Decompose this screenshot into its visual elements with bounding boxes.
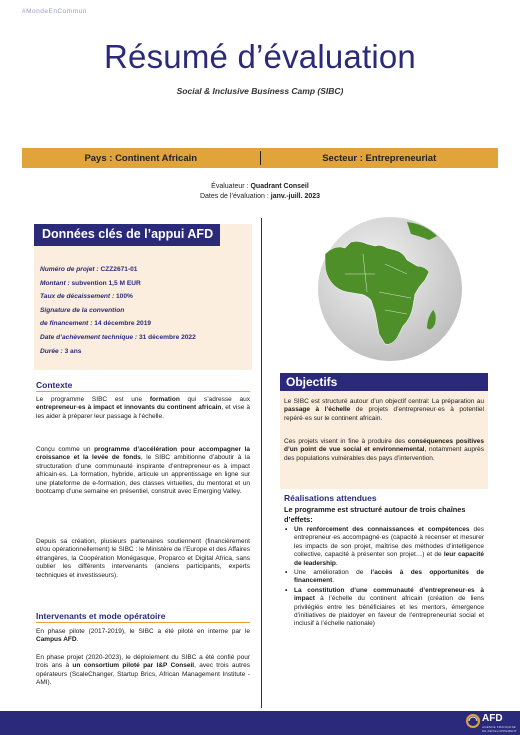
realisation-item-3: • La constitution d’une communauté d’entrepreneur·es à impact à l’échelle du continent africain (création de liens privilégiés entre les bénéficiaires et les mentors, émergence d’initiatives de plaidoyer en faveur de l’entrepreneuriat social et inclusif à l’échelle nationale) bbox=[284, 587, 484, 629]
key-item-label: Signature de la convention bbox=[40, 306, 125, 314]
realisations-intro: Le programme est structuré autour de trois chaînes d’effets: bbox=[284, 505, 466, 524]
intervenants-paragraph-2: En phase projet (2020-2023), le déploiement du SIBC a été confié pour trois ans à un consortium piloté par I&P Conseil, avec trois autres opérateurs (ScaleChanger, Startup Brics, African Management Institute - AMI). bbox=[36, 654, 250, 687]
key-item-signature bbox=[40, 304, 196, 318]
key-data-list bbox=[40, 263, 196, 358]
intervenants-paragraph-1: En phase pilote (2017-2019), le SIBC a été piloté en interne par le Campus AFD. bbox=[36, 628, 250, 644]
key-item-label: de financement : bbox=[40, 320, 95, 328]
key-item-value: subvention 1,5 M EUR bbox=[71, 279, 141, 287]
key-item-value: CZZ2671-01 bbox=[100, 266, 138, 273]
dates-label: Dates de l’évaluation : bbox=[199, 193, 271, 200]
contexte-paragraph-1: Le programme SIBC est une formation qui s’adresse aux entrepreneur·es à impact et innovants du continent africain, et vise à les aider à préparer leur passage à l’échelle. bbox=[36, 396, 250, 420]
page-subtitle: Social & Inclusive Business Camp (SIBC) bbox=[176, 86, 344, 96]
key-item-label: Numéro de projet : bbox=[40, 266, 101, 273]
key-item-value: 14 décembre 2019 bbox=[94, 320, 152, 328]
contexte-underline bbox=[36, 391, 250, 392]
evaluation-info bbox=[0, 182, 520, 202]
realisations-heading: Réalisations attendues bbox=[284, 493, 377, 503]
evaluator-value: Quadrant Conseil bbox=[250, 183, 309, 190]
key-item-label: Taux de décaissement : bbox=[40, 293, 116, 301]
afd-logo-subtext: AGENCE FRANÇAISE DE DÉVELOPPEMENT bbox=[482, 725, 517, 733]
key-data-title: Données clés de l’appui AFD bbox=[34, 224, 220, 246]
key-item-financing bbox=[40, 317, 196, 331]
objectifs-title: Objectifs bbox=[280, 373, 488, 391]
intervenants-underline bbox=[36, 622, 250, 623]
key-item-label: Durée : bbox=[40, 347, 65, 355]
africa-globe-map-icon bbox=[315, 214, 465, 364]
key-item-amount bbox=[40, 277, 196, 291]
contexte-heading: Contexte bbox=[36, 380, 73, 390]
footer-bar bbox=[0, 711, 520, 735]
page-title: Résumé d’évaluation bbox=[104, 38, 416, 75]
column-divider bbox=[261, 218, 262, 708]
objectifs-paragraph-2: Ces projets visent in fine à produire des conséquences positives d’un point de vue social et environnemental, notamment auprès des populations vulnérables des pays d’intervention. bbox=[284, 438, 485, 462]
intervenants-heading: Intervenants et mode opératoire bbox=[36, 611, 166, 621]
realisation-item-2: • Une amélioration de l’accès à des opportunités de financement. bbox=[284, 569, 484, 586]
info-band bbox=[22, 148, 498, 168]
key-item-value: 3 ans bbox=[64, 347, 82, 355]
key-item-value: 31 décembre 2022 bbox=[138, 333, 196, 341]
evaluator-label: Évaluateur : bbox=[211, 183, 251, 190]
dates-line bbox=[0, 192, 520, 202]
key-item-label: Date d’achèvement technique : bbox=[40, 333, 139, 341]
key-item-label: Montant : bbox=[40, 279, 72, 287]
key-item-value: 100% bbox=[115, 293, 133, 301]
afd-logo-icon bbox=[466, 714, 480, 728]
sector-label: Secteur : Entrepreneuriat bbox=[322, 152, 437, 164]
realisations-bullets bbox=[284, 526, 484, 629]
footer-hashtag: #MondeEnCommun bbox=[22, 8, 87, 15]
contexte-paragraph-2: Conçu comme un programme d’accélération pour accompagner la croissance et la levée de fonds, le SIBC ambitionne d’aboutir à la structuration d’une communauté inspirante d’entrepreneur·es à impact africain·es. La formation, hybride, articule un apprentissage en ligne sur une plateforme de e-formation, des classes virtuelles, du mentorat et un bootcamp d’une semaine en présentiel, construit avec Emerging Valley. bbox=[36, 446, 251, 496]
key-item-project-number bbox=[40, 263, 196, 277]
key-item-completion bbox=[40, 331, 196, 345]
realisations-list bbox=[284, 526, 484, 630]
key-item-disbursement bbox=[40, 290, 196, 304]
country-label: Pays : Continent Africain bbox=[84, 152, 198, 164]
dates-value: janv.-juill. 2023 bbox=[270, 193, 321, 200]
evaluator-line bbox=[0, 182, 520, 192]
contexte-paragraph-3: Depuis sa création, plusieurs partenaires soutiennent (financièrement et/ou opérationnellement) le SIBC : le Ministère de l’Europe et des Affaires étrangères, la Coopération Monégasque, Proparco et Digital Africa, sans oublier les différents intervenants (anciens participants, experts techniques et investisseurs). bbox=[36, 538, 250, 579]
objectifs-paragraph-1: Le SIBC est structuré autour d’un objectif central: La préparation au passage à l’échelle de projets d’entrepreneur·es à potentiel repéré·es sur le continent africain. bbox=[284, 398, 484, 422]
key-item-duration bbox=[40, 345, 196, 359]
realisation-item-1: • Un renforcement des connaissances et compétences des entrepreneur·es accompagné·es (capacité à recenser et mesurer les impacts de son projet, maîtrise des méthodes d’intelligence collective, capacité à présenter son projet…) et de leur capacité de leadership. bbox=[284, 526, 484, 568]
afd-logo-text: AFD bbox=[482, 713, 503, 724]
